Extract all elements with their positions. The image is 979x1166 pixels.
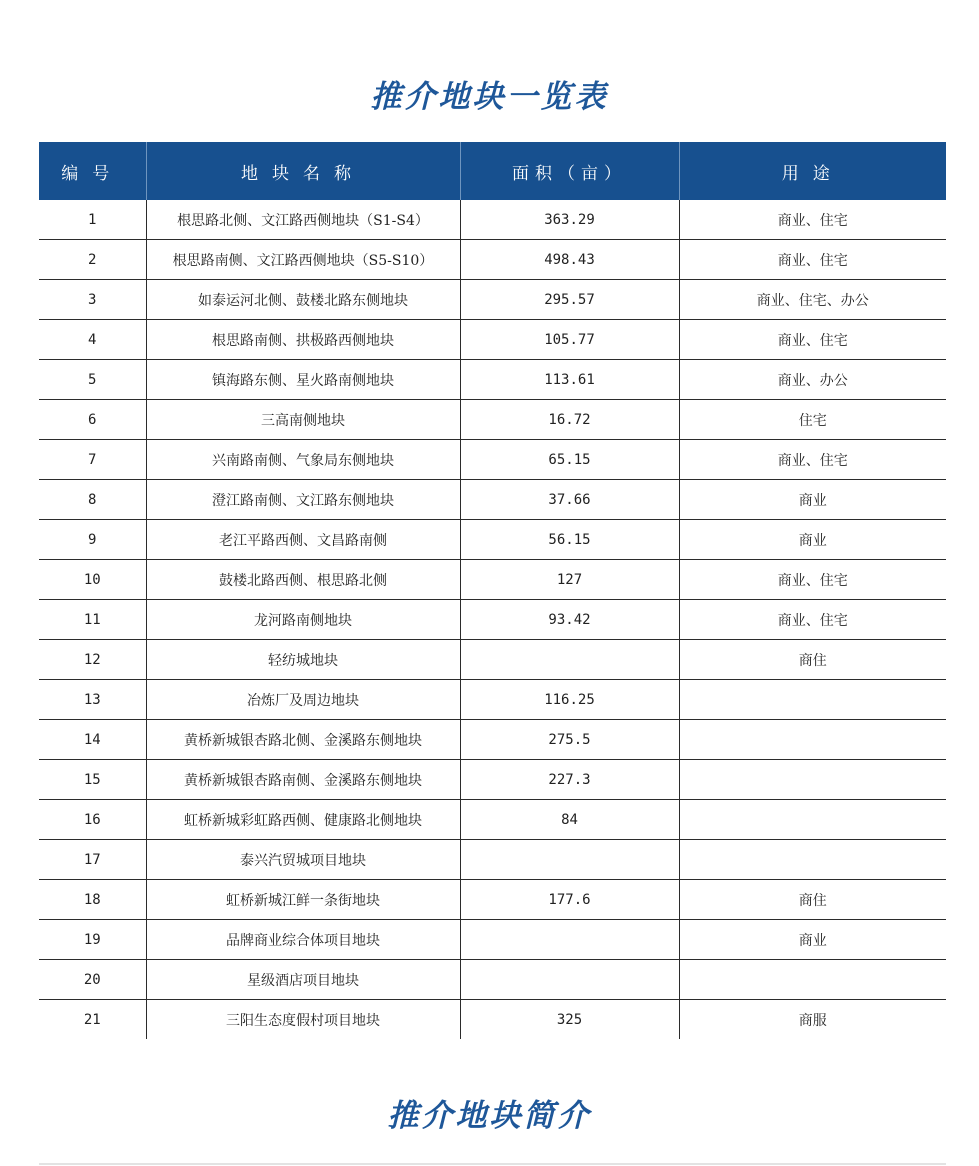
table-row xyxy=(39,200,946,240)
cell-number: 7 xyxy=(39,440,146,480)
cell-plot-name: 黄桥新城银杏路北侧、金溪路东侧地块 xyxy=(146,720,460,760)
cell-number: 19 xyxy=(39,920,146,960)
table-row xyxy=(39,960,946,1000)
table-header-row xyxy=(39,142,946,200)
cell-use: 商业、住宅 xyxy=(679,560,946,600)
cell-use: 商业、住宅 xyxy=(679,200,946,240)
cell-area: 37.66 xyxy=(460,480,679,520)
cell-plot-name: 龙河路南侧地块 xyxy=(146,600,460,640)
cell-number: 21 xyxy=(83,1011,101,1028)
section-title: 推介地块简介 xyxy=(387,1098,592,1134)
cell-use: 商业 xyxy=(679,920,946,960)
cell-plot-name: 根思路北侧、文江路西侧地块（S1-S4） xyxy=(146,200,460,240)
header-plot-name: 地块名称 xyxy=(146,142,460,200)
cell-area: 113.61 xyxy=(460,360,679,400)
cell-plot-name: 三阳生态度假村项目地块 xyxy=(146,1000,460,1040)
table-row xyxy=(39,320,946,360)
table-row xyxy=(39,1000,946,1040)
cell-use xyxy=(679,800,946,840)
cell-number: 12 xyxy=(39,640,146,680)
cell-use: 住宅 xyxy=(679,400,946,440)
cell-area: 227.3 xyxy=(460,760,679,800)
cell-area: 363.29 xyxy=(460,200,679,240)
cell-use: 商业、住宅、办公 xyxy=(679,280,946,320)
table-row xyxy=(39,480,946,520)
plots-table xyxy=(39,142,946,1039)
cell-use: 商业、住宅 xyxy=(679,320,946,360)
cell-plot-name: 泰兴汽贸城项目地块 xyxy=(146,840,460,880)
cell-plot-name: 兴南路南侧、气象局东侧地块 xyxy=(146,440,460,480)
cell-number: 16 xyxy=(39,800,146,840)
divider xyxy=(39,1163,946,1165)
cell-area: 93.42 xyxy=(460,600,679,640)
cell-area: 275.5 xyxy=(460,720,679,760)
cell-area: 65.15 xyxy=(460,440,679,480)
header-area: 面积（亩） xyxy=(460,142,679,200)
cell-use: 商服 xyxy=(679,1000,946,1040)
cell-area: 325 xyxy=(460,1000,679,1040)
cell-plot-name: 品牌商业综合体项目地块 xyxy=(146,920,460,960)
cell-area: 498.43 xyxy=(460,240,679,280)
cell-plot-name: 轻纺城地块 xyxy=(146,640,460,680)
table-row xyxy=(39,640,946,680)
table-row xyxy=(39,880,946,920)
cell-plot-name: 三高南侧地块 xyxy=(146,400,460,440)
cell-plot-name: 根思路南侧、拱极路西侧地块 xyxy=(146,320,460,360)
table-row xyxy=(39,440,946,480)
cell-plot-name: 虹桥新城彩虹路西侧、健康路北侧地块 xyxy=(146,800,460,840)
cell-plot-name: 冶炼厂及周边地块 xyxy=(146,680,460,720)
cell-plot-name: 如泰运河北侧、鼓楼北路东侧地块 xyxy=(146,280,460,320)
cell-use xyxy=(679,680,946,720)
cell-use xyxy=(679,960,946,1000)
cell-number: 8 xyxy=(39,480,146,520)
cell-area xyxy=(460,920,679,960)
cell-number: 2 xyxy=(39,240,146,280)
cell-number: 15 xyxy=(39,760,146,800)
cell-area: 16.72 xyxy=(460,400,679,440)
table-row xyxy=(39,280,946,320)
cell-area: 127 xyxy=(460,560,679,600)
cell-use xyxy=(679,720,946,760)
cell-use xyxy=(679,760,946,800)
header-number: 编号 xyxy=(39,142,146,200)
table-row xyxy=(39,240,946,280)
cell-area xyxy=(460,640,679,680)
cell-number: 18 xyxy=(39,880,146,920)
cell-area: 105.77 xyxy=(460,320,679,360)
cell-number: 9 xyxy=(39,520,146,560)
cell-plot-name: 老江平路西侧、文昌路南侧 xyxy=(146,520,460,560)
cell-number: 13 xyxy=(39,680,146,720)
table-row xyxy=(39,680,946,720)
cell-use: 商业、办公 xyxy=(679,360,946,400)
table-row xyxy=(39,360,946,400)
cell-use: 商住 xyxy=(679,640,946,680)
table-row xyxy=(39,760,946,800)
cell-area: 84 xyxy=(460,800,679,840)
cell-use xyxy=(679,840,946,880)
cell-plot-name: 根思路南侧、文江路西侧地块（S5-S10） xyxy=(146,240,460,280)
cell-number: 1 xyxy=(39,200,146,240)
cell-plot-name: 镇海路东侧、星火路南侧地块 xyxy=(146,360,460,400)
cell-number: 3 xyxy=(39,280,146,320)
cell-use: 商业、住宅 xyxy=(679,600,946,640)
table-row xyxy=(39,840,946,880)
cell-area xyxy=(460,840,679,880)
cell-use: 商业 xyxy=(679,520,946,560)
table-row xyxy=(39,520,946,560)
cell-number: 11 xyxy=(39,600,146,640)
cell-plot-name: 虹桥新城江鲜一条街地块 xyxy=(146,880,460,920)
cell-area: 295.57 xyxy=(460,280,679,320)
cell-use: 商业、住宅 xyxy=(679,440,946,480)
cell-plot-name: 星级酒店项目地块 xyxy=(146,960,460,1000)
cell-number: 14 xyxy=(39,720,146,760)
cell-use: 商业、住宅 xyxy=(679,240,946,280)
table-row xyxy=(39,920,946,960)
cell-number: 10 xyxy=(39,560,146,600)
table-row xyxy=(39,400,946,440)
table-row xyxy=(39,800,946,840)
cell-use: 商住 xyxy=(679,880,946,920)
cell-number: 20 xyxy=(39,960,146,1000)
cell-plot-name: 鼓楼北路西侧、根思路北侧 xyxy=(146,560,460,600)
table-row xyxy=(39,600,946,640)
table-row xyxy=(39,560,946,600)
page-title: 推介地块一览表 xyxy=(370,79,609,115)
cell-area: 116.25 xyxy=(460,680,679,720)
cell-number: 4 xyxy=(39,320,146,360)
cell-area: 177.6 xyxy=(460,880,679,920)
cell-number: 17 xyxy=(39,840,146,880)
header-use: 用途 xyxy=(679,142,946,200)
cell-number: 6 xyxy=(39,400,146,440)
cell-plot-name: 澄江路南侧、文江路东侧地块 xyxy=(146,480,460,520)
cell-use: 商业 xyxy=(679,480,946,520)
cell-number: 5 xyxy=(39,360,146,400)
table-row xyxy=(39,720,946,760)
cell-area: 56.15 xyxy=(460,520,679,560)
cell-plot-name: 黄桥新城银杏路南侧、金溪路东侧地块 xyxy=(146,760,460,800)
cell-area xyxy=(460,960,679,1000)
